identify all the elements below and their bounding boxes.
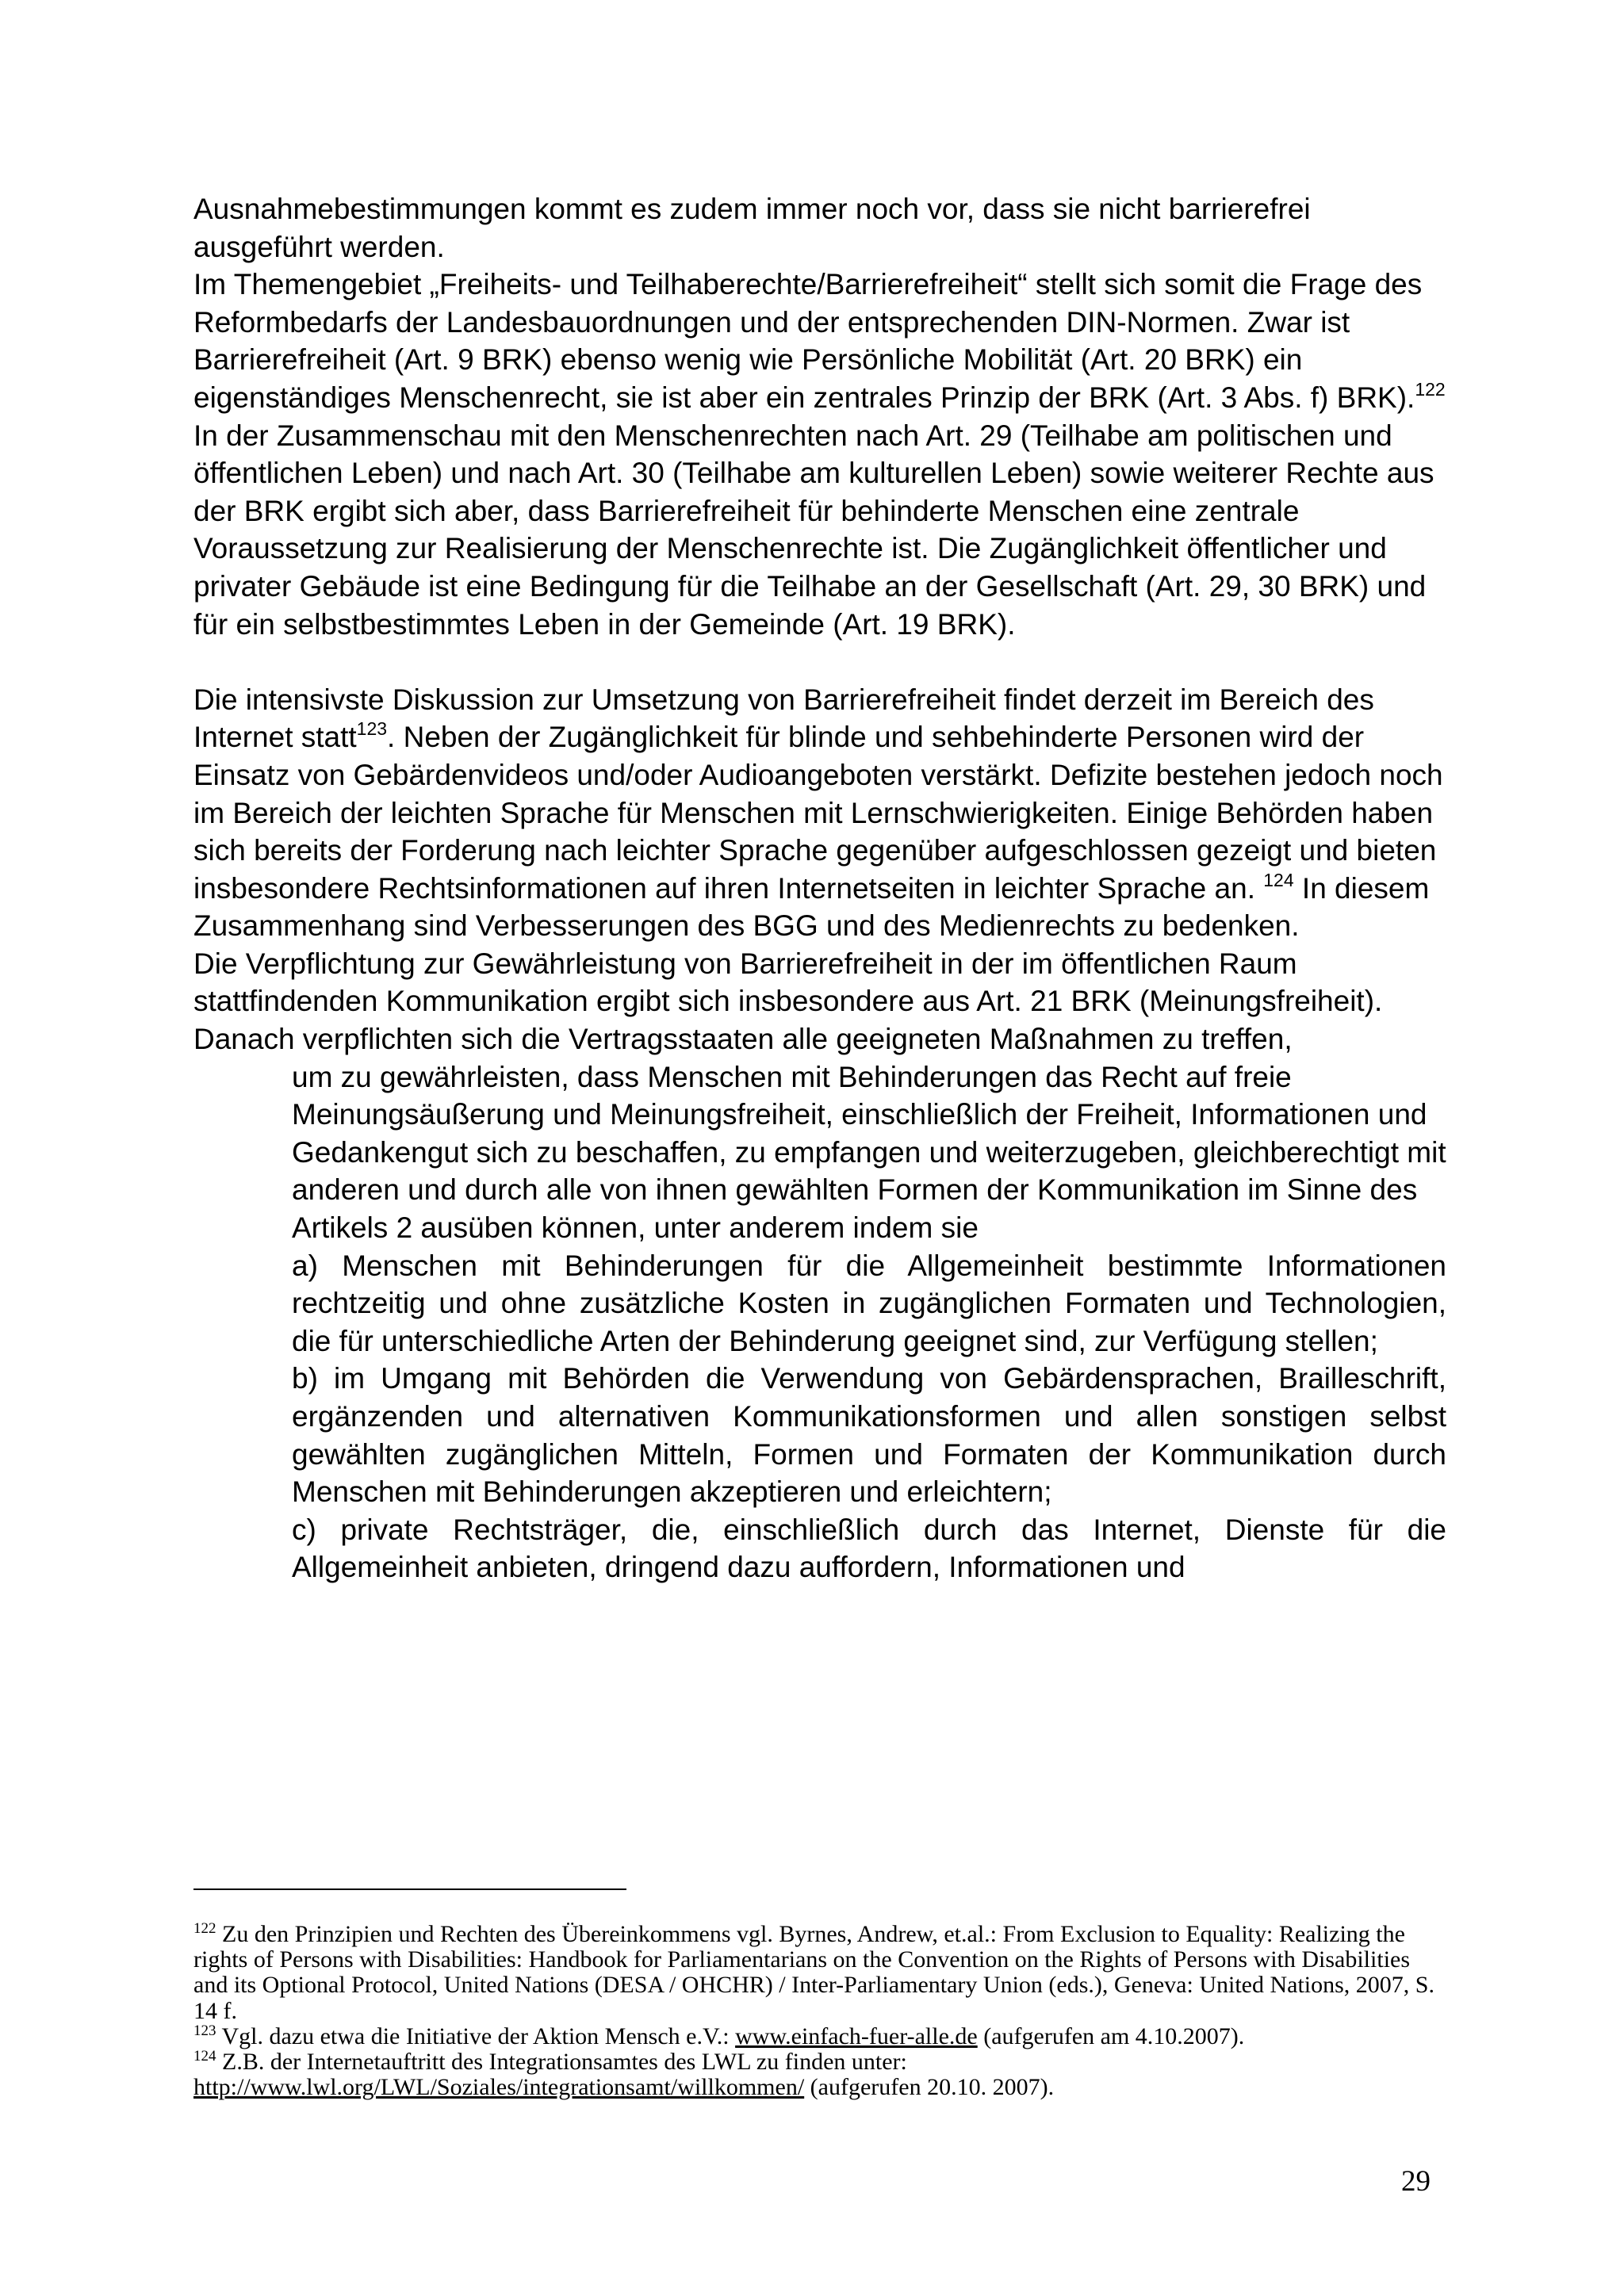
footnote-text: Vgl. dazu etwa die Initiative der Aktion Mensch e.V.: (216, 2022, 736, 2049)
paragraph-internet (193, 681, 1446, 945)
footnote-text: (aufgerufen am 4.10.2007). (977, 2022, 1245, 2049)
paragraph-text: . Neben der Zugänglichkeit für blinde und sehbehinderte Personen wird der Einsatz von Gebärdenvideos und/oder Audioangeboten verstärkt. Defizite bestehen jedoch noch im Bereich der leichten Sprache für Menschen mit Lernschwierigkeiten. Einige Behörden haben sich bereits der Forderung nach leichter Sprache gegenüber aufgeschlossen gezeigt und bieten insbesondere Rechtsinformationen auf ihren Internetseiten in leichter Sprache an. (193, 721, 1443, 905)
paragraph-gap (193, 643, 1446, 681)
footnote-text: (aufgerufen 20.10. 2007). (804, 2074, 1055, 2101)
footnote-ref-122[interactable]: 122 (1415, 378, 1446, 400)
einfach-fuer-alle-link[interactable]: www.einfach-fuer-alle.de (735, 2022, 978, 2049)
quote-item-a: a) Menschen mit Behinderungen für die Allgemeinheit bestimmte Informationen rechtzeitig und ohne zusätzliche Kosten in zugänglichen Formaten und Technologien, die für unterschiedliche Arten der Behinderung geeignet sind, zur Verfügung stellen; (292, 1249, 1446, 1357)
paragraph-text: Die intensivste Diskussion zur Umsetzung von Barrierefreiheit findet derzeit im Bereich des Internet statt (193, 683, 1374, 754)
footnote-text: Zu den Prinzipien und Rechten des Übereinkommens vgl. Byrnes, Andrew, et.al.: From Exclusion to Equality: Realizing the rights of Persons with Disabilities: Handbook for Parliamentarians on the Convention on the Rights of Persons with Disabilities and its Optional Protocol, United Nations (DESA / OHCHR) / Inter-Parliamentary Union (eds.), Geneva: United Nations, 2007, S. 14 f. (193, 1921, 1434, 2024)
quote-item-c: c) private Rechtsträger, die, einschließlich durch das Internet, Dienste für die Allgemeinheit anbieten, dringend dazu auffordern, Informationen und (292, 1513, 1446, 1584)
paragraph-text: In der Zusammenschau mit den Menschenrechten nach Art. 29 (Teilhabe am politischen und öffentlichen Leben) und nach Art. 30 (Teilhabe am kulturellen Leben) sowie weiterer Rechte aus der BRK ergibt sich aber, dass Barrierefreiheit für behinderte Menschen eine zentrale Voraussetzung zur Realisierung der Menschenrechte ist. Die Zugänglichkeit öffentlicher und privater Gebäude ist eine Bedingung für die Teilhabe an der Gesellschaft (Art. 29, 30 BRK) und für ein selbstbestimmtes Leben in der Gemeinde (Art. 19 BRK). (193, 419, 1434, 641)
footnote-text: Z.B. der Internetauftritt des Integrationsamtes des LWL zu finden unter: (216, 2049, 907, 2076)
footnote-124 (193, 2049, 1446, 2100)
quote-intro: um zu gewährleisten, dass Menschen mit Behinderungen das Recht auf freie Meinungsäußerung und Meinungsfreiheit, einschließlich der Freiheit, Informationen und Gedankengut sich zu beschaffen, zu empfangen und weiterzugeben, gleichberechtigt mit anderen und durch alle von ihnen gewählten Formen der Kommunikation im Sinne des Artikels 2 ausüben können, unter anderem indem sie (292, 1060, 1446, 1245)
page-number: 29 (1401, 2165, 1431, 2198)
footnote-number: 123 (193, 2022, 216, 2039)
footnotes (193, 1922, 1446, 2100)
footnote-123 (193, 2024, 1446, 2049)
quote-item-b: b) im Umgang mit Behörden die Verwendung von Gebärdensprachen, Brailleschrift, ergänzenden und alternativen Kommunikationsformen und allen sonstigen selbst gewählten zugänglichen Mitteln, Formen und Formaten der Kommunikation durch Menschen mit Behinderungen akzeptieren und erleichtern; (292, 1362, 1446, 1509)
footnote-separator (193, 1888, 626, 1890)
body-text (193, 190, 1446, 1586)
lwl-integrationsamt-link[interactable]: http://www.lwl.org/LWL/Soziales/integrationsamt/willkommen/ (193, 2074, 805, 2101)
paragraph-text: Im Themengebiet „Freiheits- und Teilhaberechte/Barrierefreiheit“ stellt sich somit die Frage des Reformbedarfs der Landesbauordnungen und der entsprechenden DIN-Normen. Zwar ist Barrierefreiheit (Art. 9 BRK) ebenso wenig wie Persönliche Mobilität (Art. 20 BRK) ein eigenständiges Menschenrecht, sie ist aber ein zentrales Prinzip der BRK (Art. 3 Abs. f) BRK). (193, 268, 1423, 414)
paragraph-barrierefreiheit (193, 266, 1446, 643)
paragraph-text: In diesem Zusammenhang sind Verbesserungen des BGG und des Medienrechts zu bedenken. (193, 871, 1430, 943)
paragraph-verpflichtung: Die Verpflichtung zur Gewährleistung von Barrierefreiheit in der im öffentlichen Raum stattfindenden Kommunikation ergibt sich insbesondere aus Art. 21 BRK (Meinungsfreiheit). Danach verpflichten sich die Vertragsstaaten alle geeigneten Maßnahmen zu treffen, (193, 947, 1383, 1056)
paragraph-continuation: Ausnahmebestimmungen kommt es zudem immer noch vor, dass sie nicht barrierefrei ausgeführt werden. (193, 193, 1311, 263)
footnote-number: 122 (193, 1920, 216, 1937)
footnote-ref-124[interactable]: 124 (1263, 869, 1294, 890)
footnote-ref-123[interactable]: 123 (356, 718, 388, 740)
footnote-number: 124 (193, 2048, 216, 2065)
footnote-122 (193, 1922, 1446, 2024)
